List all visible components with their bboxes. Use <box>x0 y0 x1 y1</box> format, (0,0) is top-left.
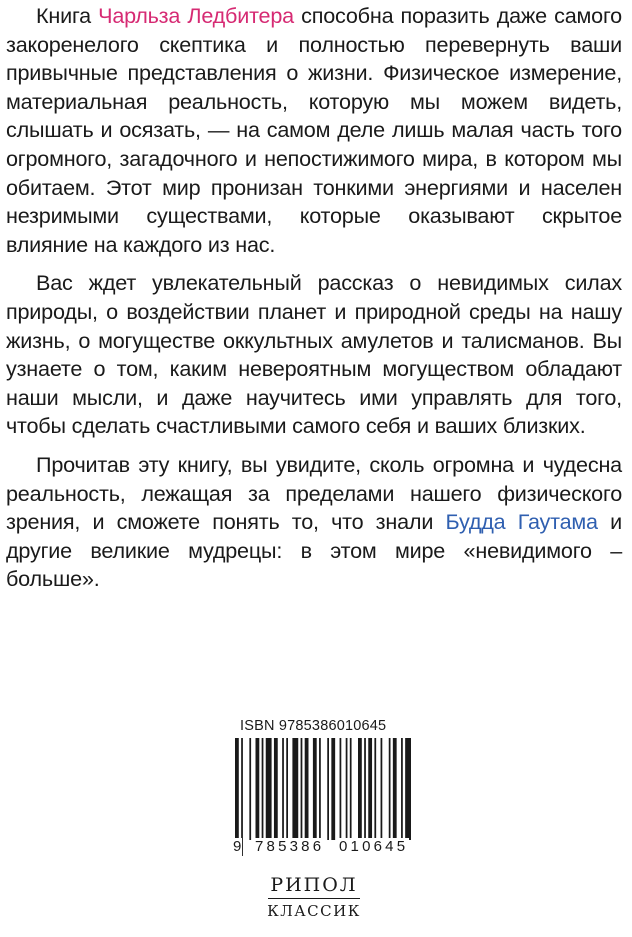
paragraph-1 <box>6 2 622 259</box>
barcode-bar <box>313 738 317 840</box>
author-name: Чарльза Ледбитера <box>98 3 294 28</box>
annotation-text <box>6 2 622 604</box>
barcode-bar <box>405 738 411 840</box>
paragraph-1-rest: способна поразить даже самого закоренелого скептика и полностью перевернуть ваши привычные представления о жизни. Физическое измерение, материальная реальность, которую мы можем видеть, слышать и осязать, — на самом деле лишь малая часть того огромного, загадочного и непостижимого мира, в котором мы обитаем. Этот мир пронизан тонкими энергиями и населен незримыми существами, которые оказывают скрытое влияние на каждого из нас. <box>6 3 622 257</box>
paragraph-3 <box>6 451 622 594</box>
barcode-bar <box>262 738 264 840</box>
buddha-name: Будда Гаутама <box>445 509 598 535</box>
logo-divider <box>268 898 360 899</box>
barcode-bar <box>389 738 391 840</box>
barcode-bar <box>346 738 348 840</box>
barcode-bar <box>327 738 329 840</box>
publisher-logo-line2: КЛАССИК <box>267 902 361 920</box>
barcode-digits-right: 010645 <box>339 838 409 855</box>
paragraph-2: Вас ждет увлекательный рассказ о невидимых силах природы, о воздействии планет и природной среды на нашу жизнь, о могуществе оккультных амулетов и талисманов. Вы узнаете о том, каким невероятным могуществом обладают наши мысли, и даже научитесь ими управлять для того, чтобы сделать счастливыми самого себя и ваших близких. <box>6 270 622 439</box>
barcode-bar <box>282 738 284 840</box>
barcode-digits-left: 785386 <box>255 838 325 855</box>
barcode-bar <box>292 738 298 840</box>
paragraph-1-start: Книга <box>36 3 99 28</box>
barcode-bar <box>374 738 376 840</box>
barcode-digit-first: 9 <box>233 838 242 855</box>
barcode-bar <box>305 738 309 840</box>
barcode-bar <box>274 738 278 840</box>
barcode-bar <box>331 738 335 840</box>
barcode-bar <box>249 738 251 840</box>
barcode-bar <box>381 738 383 840</box>
barcode-bar <box>301 738 303 840</box>
barcode-bar <box>340 738 342 840</box>
barcode-bar <box>393 738 397 840</box>
publisher-logo-line1: РИПОЛ <box>270 874 358 896</box>
paragraph-3-rest: и другие великие мудрецы: в этом мире «невидимого – больше». <box>6 509 622 592</box>
barcode-bar <box>350 738 352 840</box>
barcode-bar <box>368 738 372 840</box>
barcode-bar <box>256 738 260 840</box>
publisher-logo <box>262 873 366 931</box>
barcode-digits <box>230 838 430 858</box>
barcode-bar <box>266 738 272 840</box>
barcode-bar <box>319 738 321 840</box>
barcode-bar <box>358 738 362 840</box>
isbn-label: ISBN 9785386010645 <box>240 718 387 734</box>
barcode-bar <box>286 738 288 840</box>
paragraph-3-start: Прочитав эту книгу, вы увидите, сколь огромна и чудесна реальность, лежащая за пределами нашего физического зрения, и сможете понять то, что знали <box>6 451 622 535</box>
barcode-bar <box>401 738 403 840</box>
